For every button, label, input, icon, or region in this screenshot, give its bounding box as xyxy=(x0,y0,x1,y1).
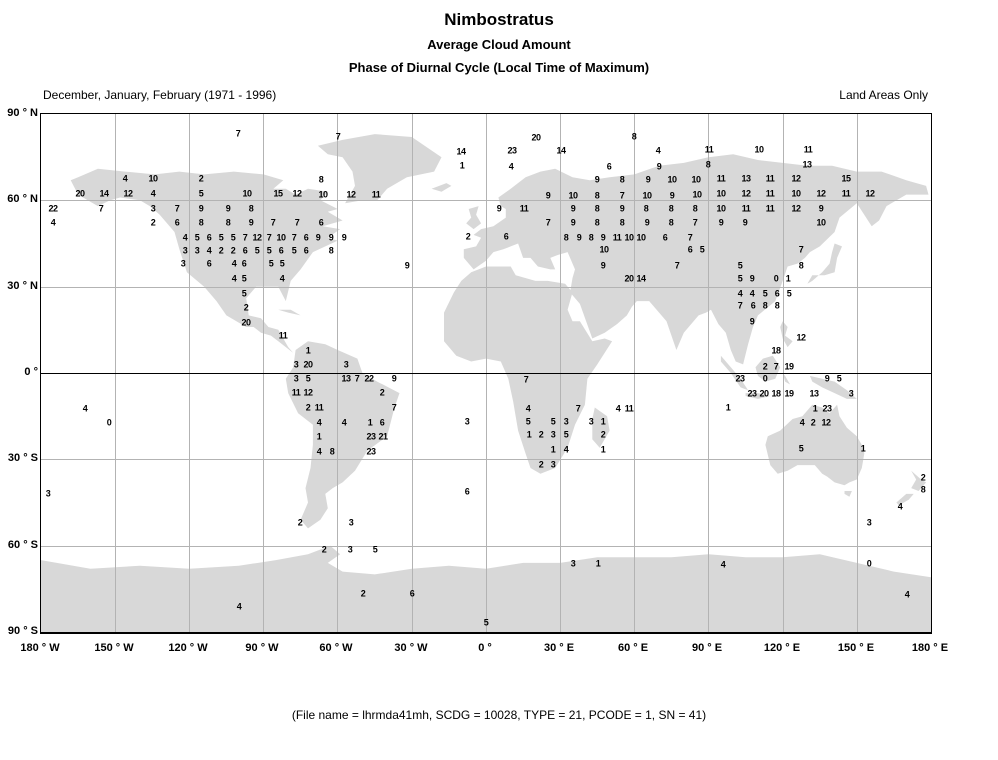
hour-of-maximum-value: 6 xyxy=(278,245,284,256)
hour-of-maximum-value: 7 xyxy=(235,128,241,139)
hour-of-maximum-value: 9 xyxy=(404,260,410,271)
hour-of-maximum-value: 15 xyxy=(273,188,283,199)
hour-of-maximum-value: 1 xyxy=(550,444,556,455)
hour-of-maximum-value: 1 xyxy=(812,403,818,414)
hour-of-maximum-value: 4 xyxy=(316,446,322,457)
hour-of-maximum-value: 7 xyxy=(294,217,300,228)
continent-shape xyxy=(432,183,452,192)
hour-of-maximum-value: 18 xyxy=(771,345,781,356)
hour-of-maximum-value: 5 xyxy=(836,373,842,384)
hour-of-maximum-value: 10 xyxy=(716,188,726,199)
hour-of-maximum-value: 8 xyxy=(594,203,600,214)
hour-of-maximum-value: 12 xyxy=(796,332,806,343)
hour-of-maximum-value: 4 xyxy=(799,417,805,428)
hour-of-maximum-value: 5 xyxy=(194,232,200,243)
hour-of-maximum-value: 5 xyxy=(241,273,247,284)
hour-of-maximum-value: 0 xyxy=(866,558,872,569)
hour-of-maximum-value: 5 xyxy=(241,288,247,299)
hour-of-maximum-value: 3 xyxy=(293,373,299,384)
hour-of-maximum-value: 5 xyxy=(279,258,285,269)
hour-of-maximum-value: 3 xyxy=(550,429,556,440)
hour-of-maximum-value: 5 xyxy=(483,617,489,628)
hour-of-maximum-value: 4 xyxy=(749,288,755,299)
lon-tick-label: 180 ° W xyxy=(20,642,60,654)
hour-of-maximum-value: 4 xyxy=(720,559,726,570)
hour-of-maximum-value: 10 xyxy=(716,203,726,214)
hour-of-maximum-value: 4 xyxy=(737,288,743,299)
hour-of-maximum-value: 10 xyxy=(791,188,801,199)
hour-of-maximum-value: 11 xyxy=(765,188,775,199)
hour-of-maximum-value: 10 xyxy=(242,188,252,199)
hour-of-maximum-value: 7 xyxy=(687,232,693,243)
hour-of-maximum-value: 4 xyxy=(655,145,661,156)
hour-of-maximum-value: 12 xyxy=(865,188,875,199)
hour-of-maximum-value: 4 xyxy=(206,245,212,256)
hour-of-maximum-value: 14 xyxy=(636,273,646,284)
hour-of-maximum-value: 8 xyxy=(198,217,204,228)
hour-of-maximum-value: 3 xyxy=(343,359,349,370)
hour-of-maximum-value: 2 xyxy=(810,417,816,428)
hour-of-maximum-value: 23 xyxy=(366,431,376,442)
hour-of-maximum-value: 5 xyxy=(786,288,792,299)
hour-of-maximum-value: 5 xyxy=(291,245,297,256)
lon-tick-label: 0 ° xyxy=(478,642,492,654)
hour-of-maximum-value: 4 xyxy=(236,601,242,612)
hour-of-maximum-value: 2 xyxy=(305,402,311,413)
hour-of-maximum-value: 12 xyxy=(346,189,356,200)
hour-of-maximum-value: 13 xyxy=(741,173,751,184)
hour-of-maximum-value: 0 xyxy=(773,273,779,284)
hour-of-maximum-value: 6 xyxy=(241,258,247,269)
hour-of-maximum-value: 4 xyxy=(182,232,188,243)
gridline-latitude xyxy=(41,546,931,547)
hour-of-maximum-value: 11 xyxy=(765,203,775,214)
hour-of-maximum-value: 3 xyxy=(347,544,353,555)
hour-of-maximum-value: 2 xyxy=(600,429,606,440)
hour-of-maximum-value: 9 xyxy=(749,316,755,327)
lon-tick-label: 120 ° W xyxy=(168,642,208,654)
hour-of-maximum-value: 6 xyxy=(409,588,415,599)
lat-tick-label: 90 ° N xyxy=(7,107,38,119)
hour-of-maximum-value: 6 xyxy=(174,217,180,228)
hour-of-maximum-value: 5 xyxy=(737,260,743,271)
hour-of-maximum-value: 9 xyxy=(818,203,824,214)
hour-of-maximum-value: 3 xyxy=(182,245,188,256)
hour-of-maximum-value: 8 xyxy=(762,300,768,311)
hour-of-maximum-value: 12 xyxy=(292,188,302,199)
hour-of-maximum-value: 2 xyxy=(538,459,544,470)
hour-of-maximum-value: 6 xyxy=(464,486,470,497)
hour-of-maximum-value: 23 xyxy=(366,446,376,457)
hour-of-maximum-value: 1 xyxy=(595,558,601,569)
equator-line xyxy=(41,373,931,374)
hour-of-maximum-value: 7 xyxy=(773,361,779,372)
hour-of-maximum-value: 9 xyxy=(600,260,606,271)
hour-of-maximum-value: 11 xyxy=(612,232,622,243)
hour-of-maximum-value: 4 xyxy=(897,501,903,512)
hour-of-maximum-value: 4 xyxy=(279,273,285,284)
hour-of-maximum-value: 7 xyxy=(391,402,397,413)
hour-of-maximum-value: 7 xyxy=(354,373,360,384)
hour-of-maximum-value: 9 xyxy=(391,373,397,384)
lat-tick-label: 60 ° N xyxy=(7,193,38,205)
hour-of-maximum-value: 11 xyxy=(278,330,288,341)
lon-tick-label: 30 ° E xyxy=(543,642,575,654)
hour-of-maximum-value: 20 xyxy=(241,317,251,328)
hour-of-maximum-value: 4 xyxy=(50,217,56,228)
hour-of-maximum-value: 4 xyxy=(231,258,237,269)
hour-of-maximum-value: 10 xyxy=(276,232,286,243)
hour-of-maximum-value: 9 xyxy=(656,161,662,172)
hour-of-maximum-value: 23 xyxy=(507,145,517,156)
hour-of-maximum-value: 8 xyxy=(248,203,254,214)
lat-tick-label: 30 ° N xyxy=(7,280,38,292)
hour-of-maximum-value: 8 xyxy=(920,484,926,495)
hour-of-maximum-value: 9 xyxy=(570,217,576,228)
lon-tick-label: 120 ° E xyxy=(763,642,801,654)
hour-of-maximum-value: 4 xyxy=(316,417,322,428)
hour-of-maximum-value: 4 xyxy=(615,403,621,414)
hour-of-maximum-value: 7 xyxy=(174,203,180,214)
hour-of-maximum-value: 9 xyxy=(225,203,231,214)
hour-of-maximum-value: 20 xyxy=(531,132,541,143)
hour-of-maximum-value: 6 xyxy=(318,217,324,228)
hour-of-maximum-value: 4 xyxy=(231,273,237,284)
hour-of-maximum-value: 20 xyxy=(759,388,769,399)
hour-of-maximum-value: 2 xyxy=(230,245,236,256)
hour-of-maximum-value: 6 xyxy=(503,231,509,242)
hour-of-maximum-value: 10 xyxy=(318,189,328,200)
page-title: Nimbostratus xyxy=(444,10,554,29)
hour-of-maximum-value: 11 xyxy=(624,403,634,414)
hour-of-maximum-value: 6 xyxy=(242,245,248,256)
hour-of-maximum-value: 0 xyxy=(762,373,768,384)
lon-tick-label: 60 ° W xyxy=(319,642,353,654)
hour-of-maximum-value: 11 xyxy=(741,203,751,214)
hour-of-maximum-value: 21 xyxy=(378,431,388,442)
hour-of-maximum-value: 7 xyxy=(335,131,341,142)
hour-of-maximum-value: 9 xyxy=(576,232,582,243)
file-caption: (File name = lhrmda41mh, SCDG = 10028, TYPE = 21, PCODE = 1, SN = 41) xyxy=(291,708,707,722)
hour-of-maximum-value: 20 xyxy=(75,188,85,199)
lat-tick-label: 0 ° xyxy=(24,366,38,378)
hour-of-maximum-value: 1 xyxy=(305,345,311,356)
hour-of-maximum-value: 12 xyxy=(252,232,262,243)
hour-of-maximum-value: 9 xyxy=(644,217,650,228)
hour-of-maximum-value: 4 xyxy=(150,188,156,199)
hour-of-maximum-value: 6 xyxy=(687,244,693,255)
hour-of-maximum-value: 11 xyxy=(519,203,529,214)
lon-tick-label: 180 ° E xyxy=(911,642,949,654)
hour-of-maximum-value: 5 xyxy=(372,544,378,555)
hour-of-maximum-value: 7 xyxy=(575,403,581,414)
hour-of-maximum-value: 3 xyxy=(464,416,470,427)
hour-of-maximum-value: 9 xyxy=(341,232,347,243)
lat-tick-label: 60 ° S xyxy=(7,539,38,551)
hour-of-maximum-value: 5 xyxy=(762,288,768,299)
lon-tick-label: 150 ° E xyxy=(837,642,875,654)
hour-of-maximum-value: 11 xyxy=(704,144,714,155)
hour-of-maximum-value: 10 xyxy=(816,217,826,228)
hour-of-maximum-value: 6 xyxy=(303,232,309,243)
hour-of-maximum-value: 10 xyxy=(691,174,701,185)
hour-of-maximum-value: 10 xyxy=(754,144,764,155)
hour-of-maximum-value: 2 xyxy=(321,544,327,555)
lat-tick-label: 30 ° S xyxy=(7,452,38,464)
gridline-latitude xyxy=(41,287,931,288)
hour-of-maximum-value: 23 xyxy=(747,388,757,399)
hour-of-maximum-value: 8 xyxy=(328,245,334,256)
hour-of-maximum-value: 2 xyxy=(379,387,385,398)
hour-of-maximum-value: 9 xyxy=(545,190,551,201)
hour-of-maximum-value: 10 xyxy=(568,190,578,201)
hour-of-maximum-value: 14 xyxy=(99,188,109,199)
hour-of-maximum-value: 7 xyxy=(270,217,276,228)
lon-tick-label: 90 ° W xyxy=(245,642,279,654)
hour-of-maximum-value: 3 xyxy=(150,203,156,214)
lon-tick-label: 60 ° E xyxy=(617,642,649,654)
hour-of-maximum-value: 5 xyxy=(305,373,311,384)
hour-of-maximum-value: 6 xyxy=(206,232,212,243)
hour-of-maximum-value: 5 xyxy=(737,273,743,284)
hour-of-maximum-value: 6 xyxy=(662,232,668,243)
hour-of-maximum-value: 4 xyxy=(904,589,910,600)
hour-of-maximum-value: 8 xyxy=(563,232,569,243)
coverage-label: Land Areas Only xyxy=(839,88,928,102)
gridline-latitude xyxy=(41,200,931,201)
hour-of-maximum-value: 10 xyxy=(642,190,652,201)
hour-of-maximum-value: 7 xyxy=(266,232,272,243)
hour-of-maximum-value: 6 xyxy=(379,417,385,428)
hour-of-maximum-value: 8 xyxy=(643,203,649,214)
hour-of-maximum-value: 5 xyxy=(798,443,804,454)
hour-of-maximum-value: 20 xyxy=(303,359,313,370)
lat-tick-label: 90 ° S xyxy=(7,625,38,637)
hour-of-maximum-value: 19 xyxy=(784,388,794,399)
hour-of-maximum-value: 12 xyxy=(791,203,801,214)
hour-of-maximum-value: 10 xyxy=(624,232,634,243)
hour-of-maximum-value: 2 xyxy=(150,217,156,228)
hour-of-maximum-value: 7 xyxy=(619,190,625,201)
hour-of-maximum-value: 7 xyxy=(692,217,698,228)
hour-of-maximum-value: 1 xyxy=(785,273,791,284)
hour-of-maximum-value: 3 xyxy=(348,517,354,528)
hour-of-maximum-value: 6 xyxy=(774,288,780,299)
hour-of-maximum-value: 8 xyxy=(619,217,625,228)
continent-shape xyxy=(466,206,481,229)
hour-of-maximum-value: 8 xyxy=(668,203,674,214)
hour-of-maximum-value: 9 xyxy=(198,203,204,214)
hour-of-maximum-value: 3 xyxy=(45,488,51,499)
hour-of-maximum-value: 12 xyxy=(791,173,801,184)
hour-of-maximum-value: 5 xyxy=(268,258,274,269)
hour-of-maximum-value: 9 xyxy=(749,273,755,284)
hour-of-maximum-value: 7 xyxy=(737,300,743,311)
hour-of-maximum-value: 23 xyxy=(735,373,745,384)
continent-shape xyxy=(592,408,609,448)
hour-of-maximum-value: 8 xyxy=(318,174,324,185)
hour-of-maximum-value: 12 xyxy=(741,188,751,199)
hour-of-maximum-value: 3 xyxy=(848,388,854,399)
hour-of-maximum-value: 6 xyxy=(750,300,756,311)
hour-of-maximum-value: 7 xyxy=(242,232,248,243)
hour-of-maximum-value: 8 xyxy=(692,203,698,214)
hour-of-maximum-value: 3 xyxy=(194,245,200,256)
hour-of-maximum-value: 2 xyxy=(360,588,366,599)
hour-of-maximum-value: 5 xyxy=(218,232,224,243)
hour-of-maximum-value: 9 xyxy=(496,203,502,214)
hour-of-maximum-value: 3 xyxy=(588,416,594,427)
hour-of-maximum-value: 11 xyxy=(716,173,726,184)
hour-of-maximum-value: 22 xyxy=(364,373,374,384)
hour-of-maximum-value: 11 xyxy=(314,402,324,413)
hour-of-maximum-value: 19 xyxy=(784,361,794,372)
hour-of-maximum-value: 3 xyxy=(866,517,872,528)
hour-of-maximum-value: 2 xyxy=(465,231,471,242)
hour-of-maximum-value: 9 xyxy=(600,232,606,243)
hour-of-maximum-value: 9 xyxy=(824,373,830,384)
hour-of-maximum-value: 11 xyxy=(841,188,851,199)
hour-of-maximum-value: 5 xyxy=(699,244,705,255)
hour-of-maximum-value: 5 xyxy=(550,416,556,427)
hour-of-maximum-value: 8 xyxy=(705,159,711,170)
hour-of-maximum-value: 5 xyxy=(230,232,236,243)
hour-of-maximum-value: 10 xyxy=(148,173,158,184)
hour-of-maximum-value: 9 xyxy=(248,217,254,228)
hour-of-maximum-value: 13 xyxy=(341,373,351,384)
hour-of-maximum-value: 0 xyxy=(106,417,112,428)
world-map-plot xyxy=(40,113,932,634)
hour-of-maximum-value: 7 xyxy=(798,244,804,255)
hour-of-maximum-value: 9 xyxy=(594,174,600,185)
hour-of-maximum-value: 7 xyxy=(674,260,680,271)
continent-shape xyxy=(278,310,300,316)
hour-of-maximum-value: 14 xyxy=(556,145,566,156)
lon-tick-label: 150 ° W xyxy=(94,642,134,654)
hour-of-maximum-value: 8 xyxy=(631,131,637,142)
hour-of-maximum-value: 4 xyxy=(341,417,347,428)
hour-of-maximum-value: 9 xyxy=(328,232,334,243)
hour-of-maximum-value: 9 xyxy=(669,190,675,201)
lon-tick-label: 30 ° W xyxy=(394,642,428,654)
hour-of-maximum-value: 8 xyxy=(225,217,231,228)
hour-of-maximum-value: 7 xyxy=(523,374,529,385)
hour-of-maximum-value: 2 xyxy=(538,429,544,440)
hour-of-maximum-value: 1 xyxy=(526,429,532,440)
hour-of-maximum-value: 1 xyxy=(459,160,465,171)
hour-of-maximum-value: 9 xyxy=(619,203,625,214)
hour-of-maximum-value: 4 xyxy=(82,403,88,414)
hour-of-maximum-value: 11 xyxy=(371,189,381,200)
hour-of-maximum-value: 1 xyxy=(316,431,322,442)
hour-of-maximum-value: 20 xyxy=(624,273,634,284)
hour-of-maximum-value: 9 xyxy=(718,217,724,228)
hour-of-maximum-value: 12 xyxy=(123,188,133,199)
hour-of-maximum-value: 13 xyxy=(809,388,819,399)
hour-of-maximum-value: 9 xyxy=(315,232,321,243)
hour-of-maximum-value: 6 xyxy=(606,161,612,172)
hour-of-maximum-value: 5 xyxy=(198,188,204,199)
hour-of-maximum-value: 5 xyxy=(525,416,531,427)
hour-of-maximum-value: 3 xyxy=(570,558,576,569)
hour-of-maximum-value: 8 xyxy=(774,300,780,311)
hour-of-maximum-value: 10 xyxy=(636,232,646,243)
hour-of-maximum-value: 2 xyxy=(198,173,204,184)
hour-of-maximum-value: 5 xyxy=(254,245,260,256)
hour-of-maximum-value: 2 xyxy=(297,517,303,528)
hour-of-maximum-value: 4 xyxy=(563,444,569,455)
hour-of-maximum-value: 10 xyxy=(692,189,702,200)
hour-of-maximum-value: 8 xyxy=(798,260,804,271)
hour-of-maximum-value: 8 xyxy=(594,217,600,228)
hour-of-maximum-value: 8 xyxy=(668,217,674,228)
hour-of-maximum-value: 7 xyxy=(291,232,297,243)
hour-of-maximum-value: 12 xyxy=(816,188,826,199)
hour-of-maximum-value: 2 xyxy=(920,472,926,483)
hour-of-maximum-value: 10 xyxy=(599,244,609,255)
hour-of-maximum-value: 5 xyxy=(266,245,272,256)
hour-of-maximum-value: 1 xyxy=(725,402,731,413)
hour-of-maximum-value: 1 xyxy=(600,444,606,455)
hour-of-maximum-value: 12 xyxy=(303,387,313,398)
hour-of-maximum-value: 10 xyxy=(667,174,677,185)
hour-of-maximum-value: 2 xyxy=(218,245,224,256)
hour-of-maximum-value: 18 xyxy=(771,388,781,399)
hour-of-maximum-value: 9 xyxy=(645,174,651,185)
hour-of-maximum-value: 9 xyxy=(570,203,576,214)
lon-tick-label: 90 ° E xyxy=(691,642,723,654)
subtitle-cloud-amount: Average Cloud Amount xyxy=(427,37,571,52)
hour-of-maximum-value: 4 xyxy=(122,173,128,184)
hour-of-maximum-value: 3 xyxy=(180,258,186,269)
hour-of-maximum-value: 2 xyxy=(243,302,249,313)
hour-of-maximum-value: 4 xyxy=(508,161,514,172)
hour-of-maximum-value: 22 xyxy=(48,203,58,214)
hour-of-maximum-value: 8 xyxy=(594,190,600,201)
hour-of-maximum-value: 5 xyxy=(563,429,569,440)
hour-of-maximum-value: 6 xyxy=(206,258,212,269)
hour-of-maximum-value: 8 xyxy=(619,174,625,185)
subtitle-diurnal-phase: Phase of Diurnal Cycle (Local Time of Maximum) xyxy=(348,60,650,75)
hour-of-maximum-value: 3 xyxy=(563,416,569,427)
hour-of-maximum-value: 8 xyxy=(588,232,594,243)
hour-of-maximum-value: 4 xyxy=(525,403,531,414)
gridline-latitude xyxy=(41,459,931,460)
hour-of-maximum-value: 6 xyxy=(303,245,309,256)
hour-of-maximum-value: 1 xyxy=(367,417,373,428)
hour-of-maximum-value: 3 xyxy=(293,359,299,370)
period-label: December, January, February (1971 - 1996) xyxy=(43,88,277,102)
hour-of-maximum-value: 7 xyxy=(545,217,551,228)
hour-of-maximum-value: 7 xyxy=(98,203,104,214)
hour-of-maximum-value: 12 xyxy=(821,417,831,428)
hour-of-maximum-value: 14 xyxy=(456,146,466,157)
hour-of-maximum-value: 1 xyxy=(600,416,606,427)
hour-of-maximum-value: 1 xyxy=(860,443,866,454)
hour-of-maximum-value: 3 xyxy=(550,459,556,470)
hour-of-maximum-value: 13 xyxy=(802,159,812,170)
hour-of-maximum-value: 11 xyxy=(291,387,301,398)
hour-of-maximum-value: 8 xyxy=(329,446,335,457)
continent-shape xyxy=(845,491,852,497)
hour-of-maximum-value: 15 xyxy=(841,173,851,184)
hour-of-maximum-value: 23 xyxy=(822,403,832,414)
hour-of-maximum-value: 11 xyxy=(765,173,775,184)
hour-of-maximum-value: 11 xyxy=(803,144,813,155)
hour-of-maximum-value: 2 xyxy=(762,361,768,372)
hour-of-maximum-value: 9 xyxy=(742,217,748,228)
